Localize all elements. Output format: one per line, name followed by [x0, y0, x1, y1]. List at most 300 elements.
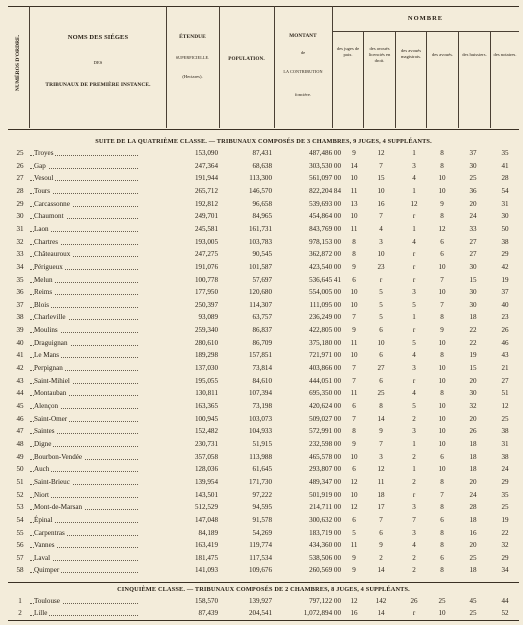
avoues-lic-count: 7	[379, 439, 383, 448]
area: 357,058	[194, 452, 218, 461]
header-divider	[166, 6, 167, 128]
population: 73,198	[252, 402, 272, 410]
juges-count: 10	[350, 490, 358, 499]
area: 245,581	[194, 224, 218, 233]
huissiers-count: 20	[469, 376, 477, 385]
seat-name: Toulouse	[34, 595, 62, 608]
section-title: SUITE DE LA QUATRIÈME CLASSE. — TRIBUNAUX COMPOSÉS DE 3 CHAMBRES, 9 JUGES, 4 SUPPLÉANTS.	[95, 138, 432, 145]
contribution: 423,540 00	[309, 262, 341, 271]
huissiers-count: 20	[469, 477, 477, 486]
table-row	[8, 501, 519, 514]
area: 280,610	[194, 338, 218, 347]
notaires-count: 42	[501, 262, 509, 271]
table-row	[8, 476, 519, 489]
population: 103,073	[248, 414, 272, 423]
header-divider	[274, 6, 275, 128]
avoues-lic-count: 10	[377, 186, 385, 195]
notaires-count: 12	[501, 402, 509, 410]
juges-count: 6	[352, 515, 356, 524]
table-row	[8, 514, 519, 527]
avoues-lic-count: 16	[377, 199, 385, 208]
avoues-count: 8	[440, 528, 444, 537]
huissiers-count: 30	[469, 389, 477, 398]
row-number: 41	[16, 351, 24, 360]
section-title: CINQUIÈME CLASSE. — TRIBUNAUX COMPOSÉS DE 2 CHAMBRES, 8 JUGES, 4 SUPPLÉANTS.	[117, 586, 410, 593]
notaires-count: 29	[501, 477, 509, 486]
avoues-lic-count: 14	[377, 566, 385, 575]
row-number: 34	[16, 262, 24, 271]
contribution: 214,711 00	[309, 503, 341, 512]
juges-count: 8	[352, 427, 356, 436]
huissiers-count: 37	[469, 149, 477, 157]
notaires-count: 46	[501, 338, 509, 347]
avoues-lic-count: 15	[377, 174, 385, 183]
area: 139,954	[194, 477, 218, 486]
table-row	[8, 349, 519, 362]
contribution: 444,051 00	[309, 376, 341, 385]
header-divider	[332, 31, 519, 32]
area: 259,340	[194, 326, 218, 335]
avoues-lic-count: 5	[379, 313, 383, 322]
population: 109,676	[248, 566, 272, 575]
avoues-mag-count: 4	[412, 541, 416, 550]
notaires-count: 38	[501, 427, 509, 436]
seat-name: Digne	[34, 438, 53, 451]
avoues-count: 8	[440, 389, 444, 398]
avoues-count: 10	[438, 439, 446, 448]
area: 247,364	[194, 161, 218, 170]
huissiers-count: 22	[469, 338, 477, 347]
row-number: 42	[16, 364, 24, 373]
table-row	[8, 147, 519, 160]
seat-name: Quimper	[34, 564, 61, 577]
avoues-mag-count: 1	[412, 224, 416, 233]
notaires-count: 54	[501, 186, 509, 195]
area: 181,475	[194, 553, 218, 562]
header-divider	[490, 32, 491, 128]
population: 96,658	[252, 199, 272, 208]
area: 152,482	[194, 427, 218, 436]
header-divider	[332, 6, 333, 128]
avoues-lic-count: 14	[377, 414, 385, 423]
notaires-count: 24	[501, 465, 509, 474]
seat-name: Périgueux	[34, 261, 65, 274]
header-divider	[458, 32, 459, 128]
contribution: 797,122 00	[309, 597, 341, 605]
row-number: 54	[16, 515, 24, 524]
avoues-lic-count: 14	[377, 608, 385, 617]
avoues-count: 8	[440, 503, 444, 512]
notaires-count: 37	[501, 288, 509, 297]
juges-count: 9	[352, 439, 356, 448]
avoues-mag-count: 4	[412, 174, 416, 183]
population: 113,988	[249, 452, 272, 461]
population: 171,730	[248, 477, 272, 486]
avoues-mag-count: 5	[412, 338, 416, 347]
table-row	[8, 564, 519, 577]
contribution: 420,624 00	[309, 402, 341, 410]
contribution: 375,180 00	[309, 338, 341, 347]
population: 90,545	[252, 250, 272, 259]
avoues-mag-count: 2	[412, 553, 416, 562]
contribution: 293,807 00	[309, 465, 341, 474]
seat-name: Moulins	[34, 324, 60, 337]
huissiers-count: 30	[469, 300, 477, 309]
contribution: 509,027 00	[309, 414, 341, 423]
noms-header: NOMS DES SIÉGES	[67, 34, 129, 41]
juges-count: 10	[350, 300, 358, 309]
population: 86,837	[252, 326, 272, 335]
row-number: 37	[16, 300, 24, 309]
population: 57,697	[252, 275, 272, 284]
huissiers-count: 30	[469, 288, 477, 297]
table-row	[8, 539, 519, 552]
seat-name: Carcassonne	[34, 198, 72, 211]
area: 141,093	[194, 566, 218, 575]
table-row	[8, 362, 519, 375]
header-divider	[395, 32, 396, 128]
area: 177,950	[194, 288, 218, 297]
row-number: 55	[16, 528, 24, 537]
table-row	[8, 527, 519, 540]
avoues-mag-header: des avoués magistrats.	[400, 48, 422, 59]
seat-name: Saint-Brieuc	[34, 476, 72, 489]
huissiers-count: 26	[469, 427, 477, 436]
area: 265,712	[194, 186, 218, 195]
fonciere-header: foncière.	[294, 92, 312, 97]
huissiers-count: 18	[469, 313, 477, 322]
notaires-count: 34	[501, 566, 509, 575]
avoues-lic-count: r	[379, 275, 383, 284]
avoues-lic-count: 12	[377, 149, 385, 157]
row-number: 27	[16, 174, 24, 183]
juges-count: 7	[352, 313, 356, 322]
seat-name: Laon	[34, 223, 51, 236]
avoues-mag-count: r	[412, 608, 416, 617]
contribution: 260,569 00	[309, 566, 341, 575]
avoues-lic-count: 10	[377, 338, 385, 347]
row-number: 28	[16, 186, 24, 195]
row-number: 43	[16, 376, 24, 385]
noms-des: DES	[93, 60, 103, 65]
row-number: 51	[16, 477, 24, 486]
notaires-count: 29	[501, 553, 509, 562]
table-row	[8, 607, 519, 620]
avoues-lic-header: des avoués licenciés en droit.	[368, 46, 391, 63]
avoues-count: 6	[440, 250, 444, 259]
area: 128,036	[194, 465, 218, 474]
avoues-lic-count: 9	[379, 541, 383, 550]
divider	[8, 620, 519, 621]
table-row	[8, 387, 519, 400]
huissiers-count: 15	[469, 364, 477, 373]
huissiers-count: 24	[469, 212, 477, 221]
avoues-mag-count: 3	[412, 503, 416, 512]
seat-name: Draguignan	[34, 337, 70, 350]
avoues-count: 7	[440, 490, 444, 499]
contribution: 434,360 00	[309, 541, 341, 550]
area: 191,076	[194, 262, 218, 271]
area: 100,778	[194, 275, 218, 284]
avoues-lic-count: 23	[377, 262, 385, 271]
juges-count: 5	[352, 528, 356, 537]
table-row	[8, 337, 519, 350]
population: 107,394	[248, 389, 272, 398]
area: 249,701	[194, 212, 218, 221]
avoues-count: 10	[438, 364, 446, 373]
population: 120,680	[248, 288, 272, 297]
huissiers-count: 45	[469, 597, 477, 605]
contribution: 822,204 84	[309, 186, 341, 195]
notaires-count: 52	[501, 608, 509, 617]
notaires-count: 31	[501, 199, 509, 208]
superficielle-header: SUPERFICIELLE.	[175, 55, 210, 60]
contribution: 111,095 00	[309, 300, 341, 309]
population: 87,431	[252, 149, 272, 157]
contribution: 183,719 00	[309, 528, 341, 537]
area: 230,731	[194, 439, 218, 448]
contribution: 454,864 00	[309, 212, 341, 221]
huissiers-count: 15	[469, 275, 477, 284]
notaires-count: 44	[501, 597, 509, 605]
avoues-lic-count: 142	[375, 597, 387, 605]
seat-name: Carpentras	[34, 527, 67, 540]
huissiers-count: 18	[469, 515, 477, 524]
seat-name: Saintes	[34, 425, 57, 438]
avoues-mag-count: 26	[410, 597, 418, 605]
row-number: 39	[16, 326, 24, 335]
table-row	[8, 451, 519, 464]
juges-count: 7	[352, 364, 356, 373]
seat-name: Charleville	[34, 311, 68, 324]
juges-count: 10	[350, 288, 358, 297]
avoues-count: 10	[438, 338, 446, 347]
row-number: 32	[16, 237, 24, 246]
contribution: 303,530 00	[309, 161, 341, 170]
row-number: 35	[16, 275, 24, 284]
row-number: 44	[16, 389, 24, 398]
contribution: 695,350 00	[309, 389, 341, 398]
contribution: 300,632 00	[309, 515, 341, 524]
avoues-count: 6	[440, 553, 444, 562]
area: 247,275	[194, 250, 218, 259]
population: 139,927	[248, 597, 272, 605]
avoues-lic-count: 4	[379, 224, 383, 233]
table-row	[8, 286, 519, 299]
avoues-lic-count: 18	[377, 490, 385, 499]
population: 86,709	[252, 338, 272, 347]
avoues-count: 6	[440, 237, 444, 246]
table-row	[8, 248, 519, 261]
population: 97,222	[252, 490, 272, 499]
avoues-mag-count: 7	[412, 515, 416, 524]
population-header: POPULATION.	[228, 56, 265, 62]
seat-name: Reims	[34, 286, 54, 299]
notaires-count: 51	[501, 389, 509, 398]
area: 193,005	[194, 237, 218, 246]
population: 204,541	[248, 608, 272, 617]
avoues-lic-count: 17	[377, 503, 385, 512]
seat-name: Montauban	[34, 387, 68, 400]
avoues-mag-count: 3	[412, 161, 416, 170]
juges-count: 8	[352, 237, 356, 246]
contribution: 1,072,894 00	[303, 608, 341, 617]
avoues-count: 8	[440, 477, 444, 486]
juges-count: 10	[350, 174, 358, 183]
row-number: 38	[16, 313, 24, 322]
juges-count: 9	[352, 553, 356, 562]
table-row	[8, 185, 519, 198]
notaires-header: des notaires.	[493, 52, 517, 57]
row-number: 33	[16, 250, 24, 259]
table-row	[8, 375, 519, 388]
row-number: 52	[16, 490, 24, 499]
notaires-count: 25	[501, 503, 509, 512]
avoues-mag-count: 2	[412, 477, 416, 486]
area: 100,945	[194, 414, 218, 423]
contribution: 362,872 00	[309, 250, 341, 259]
avoues-count: 10	[438, 402, 446, 410]
population: 61,645	[252, 465, 272, 474]
avoues-count: 10	[438, 186, 446, 195]
notaires-count: 38	[501, 237, 509, 246]
avoues-mag-count: r	[412, 250, 416, 259]
header-divider	[219, 6, 220, 128]
avoues-mag-count: r	[412, 490, 416, 499]
avoues-count: 10	[438, 465, 446, 474]
avoues-mag-count: r	[412, 326, 416, 335]
contribution-header: LA CONTRIBUTION	[283, 69, 323, 74]
seat-name: Chaumont	[34, 210, 66, 223]
montant-header: MONTANT	[289, 33, 317, 39]
row-number: 58	[16, 566, 24, 575]
huissiers-count: 19	[469, 351, 477, 360]
area: 158,570	[194, 597, 218, 605]
population: 68,638	[252, 161, 272, 170]
huissiers-count: 36	[469, 186, 477, 195]
population: 51,915	[252, 439, 272, 448]
contribution: 489,347 00	[309, 477, 341, 486]
notaires-count: 29	[501, 250, 509, 259]
avoues-count: 10	[438, 262, 446, 271]
juges-count: 8	[352, 250, 356, 259]
etendue-header: ÉTENDUE	[179, 34, 206, 40]
avoues-count: 10	[438, 414, 446, 423]
area: 250,397	[194, 300, 218, 309]
population: 84,965	[252, 212, 272, 221]
header-divider	[426, 32, 427, 128]
avoues-header: des avoués.	[431, 52, 454, 57]
avoues-lic-count: 27	[377, 364, 385, 373]
row-number: 36	[16, 288, 24, 297]
avoues-count: 12	[438, 224, 446, 233]
notaires-count: 26	[501, 326, 509, 335]
population: 103,783	[248, 237, 272, 246]
notaires-count: 43	[501, 351, 509, 360]
huissiers-count: 30	[469, 262, 477, 271]
population: 114,307	[249, 300, 272, 309]
huissiers-count: 18	[469, 439, 477, 448]
notaires-count: 32	[501, 541, 509, 550]
huissiers-count: 24	[469, 490, 477, 499]
seat-name: Lille	[34, 607, 49, 620]
juges-count: 11	[350, 541, 358, 550]
contribution: 501,919 00	[309, 490, 341, 499]
juges-count: 9	[352, 262, 356, 271]
population: 146,570	[248, 186, 272, 195]
seat-name: Alençon	[34, 400, 60, 413]
avoues-count: 8	[440, 541, 444, 550]
huissiers-count: 28	[469, 503, 477, 512]
table-row	[8, 160, 519, 173]
avoues-lic-count: 3	[379, 452, 383, 461]
row-number: 29	[16, 199, 24, 208]
seat-name: Saint-Mihiel	[34, 375, 72, 388]
avoues-count: 7	[440, 300, 444, 309]
row-number: 50	[16, 465, 24, 474]
contribution: 978,153 00	[309, 237, 341, 246]
notaires-count: 28	[501, 174, 509, 183]
juges-count: 10	[350, 452, 358, 461]
table-row	[8, 311, 519, 324]
huissiers-count: 20	[469, 541, 477, 550]
seat-name: Laval	[34, 552, 52, 565]
table-row	[8, 413, 519, 426]
row-number: 53	[16, 503, 24, 512]
avoues-mag-count: 5	[412, 402, 416, 410]
notaires-count: 38	[501, 452, 509, 461]
juges-count: 11	[350, 224, 358, 233]
juges-count: 9	[352, 149, 356, 157]
seat-name: Auch	[34, 463, 51, 476]
contribution: 232,598 00	[309, 439, 341, 448]
juges-count: 6	[352, 465, 356, 474]
avoues-lic-count: 5	[379, 300, 383, 309]
avoues-lic-count: 10	[377, 250, 385, 259]
huissiers-count: 33	[469, 224, 477, 233]
avoues-count: 8	[440, 161, 444, 170]
population: 84,610	[252, 376, 272, 385]
avoues-count: 8	[440, 149, 444, 157]
seat-name: Chartres	[34, 236, 60, 249]
contribution: 538,506 00	[309, 553, 341, 562]
area: 189,298	[194, 351, 218, 360]
row-number: 31	[16, 224, 24, 233]
avoues-lic-count: 6	[379, 351, 383, 360]
avoues-mag-count: r	[412, 376, 416, 385]
table-row	[8, 223, 519, 236]
contribution: 487,486 00	[309, 149, 341, 157]
contribution: 403,866 00	[309, 364, 341, 373]
juges-count: 16	[350, 608, 358, 617]
avoues-count: 8	[440, 351, 444, 360]
avoues-mag-count: 1	[412, 149, 416, 157]
area: 163,419	[194, 541, 218, 550]
huissiers-header: des huissiers.	[462, 52, 487, 57]
notaires-count: 21	[501, 364, 509, 373]
row-number: 25	[16, 149, 24, 157]
avoues-lic-count: 7	[379, 161, 383, 170]
seat-name: Bourbon-Vendée	[34, 451, 84, 464]
row-number: 46	[16, 414, 24, 423]
notaires-count: 19	[501, 275, 509, 284]
avoues-lic-count: 8	[379, 402, 383, 410]
avoues-mag-count: 4	[412, 237, 416, 246]
row-number: 48	[16, 439, 24, 448]
notaires-count: 22	[501, 528, 509, 537]
population: 54,269	[252, 528, 272, 537]
population: 117,534	[249, 553, 272, 562]
